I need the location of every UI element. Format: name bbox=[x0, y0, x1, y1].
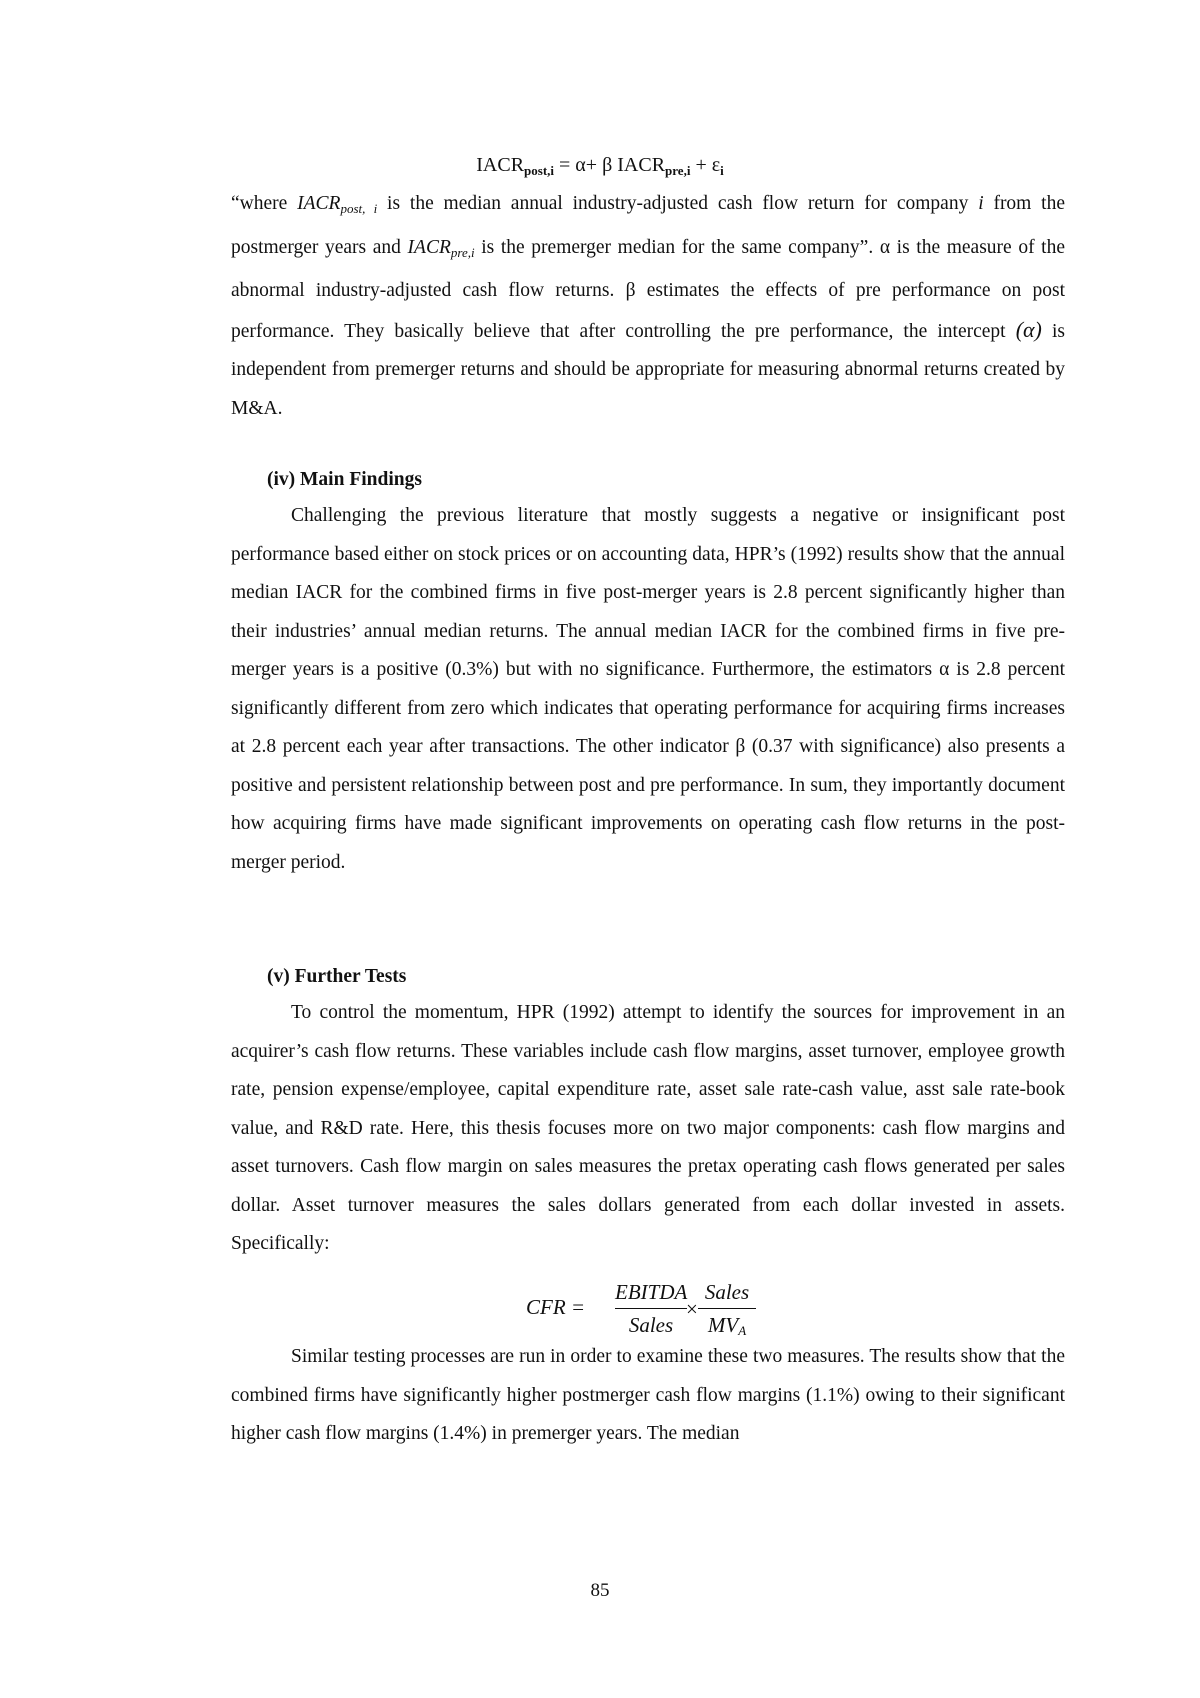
paragraph-main-findings: Challenging the previous literature that mostly suggests a negative or insignificant post performance based either on stock prices or on accounting data, HPR’s (1992) results show that the annual median IACR for the combined firms in five post-merger years is 2.8 percent significantly higher than their industries’ annual median returns. The annual median IACR for the combined firms in five pre-merger years is a positive (0.3%) but with no significance. Furthermore, the estimators α is 2.8 percent significantly different from zero which indicates that operating performance for acquiring firms increases at 2.8 percent each year after transactions. The other indicator β (0.37 with significance) also presents a positive and persistent relationship between post and pre performance. In sum, they importantly document how acquiring firms have made significant improvements on operating cash flow returns in the post-merger period. bbox=[231, 505, 1065, 873]
equation-cfr-den2-base: MV bbox=[707, 1313, 739, 1337]
equation-error-subscript: i bbox=[720, 163, 724, 178]
para1-text-1: “where bbox=[231, 193, 298, 214]
equation-cfr-times: × bbox=[686, 1297, 698, 1321]
para1-var-iacr-post: IACR bbox=[297, 193, 341, 214]
equation-iacr-regression bbox=[0, 148, 1200, 188]
fraction-bar bbox=[698, 1308, 756, 1309]
equation-cfr-fraction-2 bbox=[698, 1278, 756, 1345]
equation-cfr-numerator-2: Sales bbox=[704, 1280, 750, 1304]
page-number: 85 bbox=[590, 1580, 610, 1601]
equation-lhs: IACR bbox=[476, 154, 525, 176]
para1-text-2: is the median annual industry-adjusted cash flow return for company bbox=[377, 193, 979, 214]
para1-var-iacr-post-subscript: post, i bbox=[340, 201, 378, 216]
equation-middle: = α+ β IACR bbox=[554, 154, 666, 176]
section-heading-further-tests: (v) Further Tests bbox=[267, 966, 407, 987]
equation-lhs-subscript: post,i bbox=[524, 163, 555, 178]
para1-alpha-symbol: (α) bbox=[1015, 316, 1042, 342]
equation-cfr bbox=[520, 1278, 780, 1340]
paragraph-cash-flow-margins: Similar testing processes are run in order to examine these two measures. The results show that the combined firms have significantly higher postmerger cash flow margins (1.1%) owing to their significant higher cash flow margins (1.4%) in premerger years. The median bbox=[231, 1346, 1065, 1444]
paragraph-further-tests: To control the momentum, HPR (1992) attempt to identify the sources for improvement in an acquirer’s cash flow returns. These variables include cash flow margins, asset turnover, employee growth rate, pension expense/employee, capital expenditure rate, asset sale rate-cash value, asst sale rate-book value, and R&D rate. Here, this thesis focuses more on two major components: cash flow margins and asset turnovers. Cash flow margin on sales measures the pretax operating cash flows generated per sales dollar. Asset turnover measures the sales dollars generated from each dollar invested in assets. Specifically: bbox=[231, 1002, 1065, 1254]
equation-cfr-denominator-1: Sales bbox=[628, 1313, 674, 1337]
equation-error-term: + ε bbox=[690, 154, 721, 176]
fraction-bar bbox=[615, 1308, 687, 1309]
equation-cfr-den2-subscript: A bbox=[738, 1323, 747, 1338]
equation-cfr-fraction-1 bbox=[615, 1278, 687, 1339]
equation-cfr-numerator-1: EBITDA bbox=[615, 1280, 688, 1304]
para1-var-i: i bbox=[978, 193, 984, 214]
section-heading-main-findings: (iv) Main Findings bbox=[267, 469, 422, 490]
para1-var-iacr-pre: IACR bbox=[407, 236, 451, 258]
equation-cfr-lhs: CFR = bbox=[526, 1295, 586, 1319]
para1-text-3: from the postmerger years and bbox=[231, 193, 1066, 258]
para1-var-iacr-pre-subscript: pre,i bbox=[450, 244, 475, 260]
para1-text-5: is independent from premerger returns and should be appropriate for measuring abnormal returns created by M&A. bbox=[231, 320, 1066, 419]
para1-text-4: is the premerger median for the same company”. α is the measure of the abnormal industry-adjusted cash flow returns. β estimates the effects of pre performance on post performance. They basically believe that after controlling the pre performance, the intercept bbox=[231, 236, 1066, 342]
paragraph-definition bbox=[231, 185, 1065, 428]
equation-rhs-subscript: pre,i bbox=[665, 163, 691, 178]
